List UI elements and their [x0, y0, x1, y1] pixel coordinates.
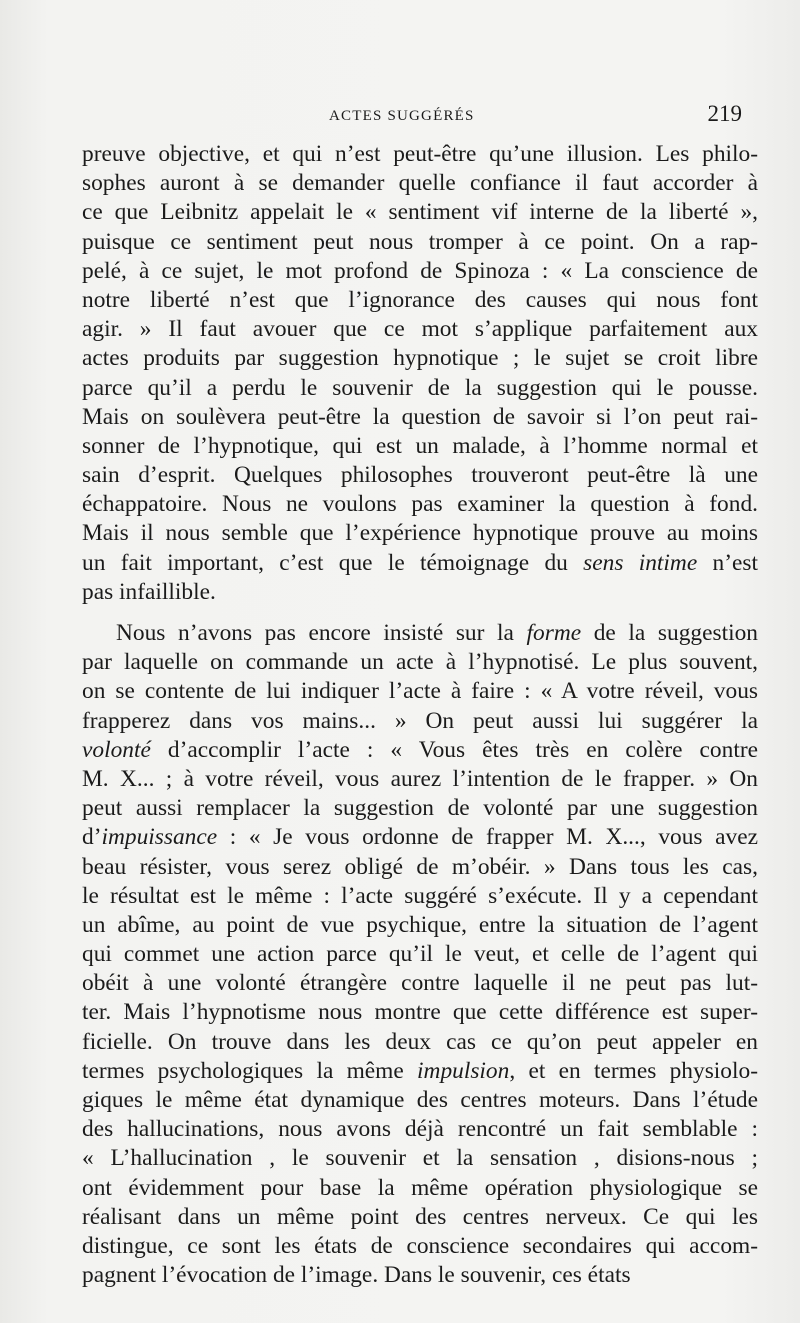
italic-text: impuissance — [101, 824, 218, 851]
text-segment: ter. Mais l’hypnotisme nous montre que cette différence est super- — [82, 999, 758, 1026]
text-line — [82, 1115, 758, 1144]
text-segment: le résultat est le même : l’acte suggéré s’exécute. Il y a cependant — [82, 882, 758, 909]
text-line — [82, 911, 758, 940]
text-line — [82, 882, 758, 911]
text-line — [82, 1144, 758, 1173]
body-text — [82, 140, 758, 1290]
text-segment: ficielle. On trouve dans les deux cas ce qu’on peut appeler en — [82, 1028, 758, 1055]
text-segment: preuve objective, et qui n’est peut-être qu’une illusion. Les philo- — [82, 141, 758, 167]
text-line — [82, 677, 758, 706]
text-line — [82, 315, 758, 344]
text-segment: un abîme, au point de vue psychique, entre la situation de l’agent — [82, 911, 758, 938]
text-line — [82, 1057, 758, 1086]
text-line — [82, 169, 758, 198]
text-line — [82, 853, 758, 882]
text-segment: Nous n’avons pas encore insisté sur la — [116, 620, 527, 646]
text-segment: termes psychologiques la même — [82, 1057, 418, 1084]
text-line — [82, 461, 758, 490]
running-head: ACTES SUGGÉRÉS — [329, 108, 475, 124]
text-segment: : « Je vous ordonne de frapper M. X..., vous avez — [217, 824, 758, 851]
text-segment: on se contente de lui indiquer l’acte à faire : « A votre réveil, vous — [82, 678, 758, 705]
text-segment: beau résister, vous serez obligé de m’obéir. » Dans tous les cas, — [82, 853, 758, 880]
text-line — [82, 374, 758, 403]
text-segment: un fait important, c’est que le témoignage du — [82, 549, 584, 576]
text-segment: M. X... ; à votre réveil, vous aurez l’intention de le frapper. » On — [82, 765, 758, 792]
text-segment: n’est — [697, 549, 758, 576]
text-line — [82, 432, 758, 461]
page-header — [82, 101, 742, 132]
text-segment: obéit à une volonté étrangère contre laquelle il ne peut pas lut- — [82, 970, 758, 997]
text-line — [82, 1203, 758, 1232]
text-line — [82, 707, 758, 736]
text-line — [82, 257, 758, 286]
text-segment: Mais il nous semble que l’expérience hypnotique prouve au moins — [82, 520, 758, 547]
text-line — [82, 619, 758, 648]
text-line — [82, 140, 758, 169]
text-segment: pas infaillible. — [82, 578, 216, 605]
text-line — [82, 736, 758, 765]
text-segment: giques le même état dynamique des centres moteurs. Dans l’étude — [82, 1087, 758, 1113]
text-segment: des hallucinations, nous avons déjà rencontré un fait semblable : — [82, 1116, 758, 1143]
text-segment: , et en termes physiolo- — [509, 1057, 758, 1084]
text-segment: sain d’esprit. Quelques philosophes trouveront peut-être là une — [82, 462, 758, 489]
text-segment: ce que Leibnitz appelait le « sentiment vif interne de la liberté », — [82, 199, 758, 226]
text-segment: échappatoire. Nous ne voulons pas examiner la question à fond. — [82, 491, 758, 518]
text-segment: Mais on soulèvera peut-être la question de savoir si l’on peut rai- — [82, 403, 758, 430]
text-line — [82, 578, 758, 607]
text-line — [82, 794, 758, 823]
text-segment: peut aussi remplacer la suggestion de volonté par une suggestion — [82, 795, 758, 822]
text-segment: qui commet une action parce qu’il le veut, et celle de l’agent qui — [82, 941, 758, 968]
text-segment: d’ — [82, 824, 102, 851]
text-line — [82, 648, 758, 677]
text-segment: distingue, ce sont les états de conscience secondaires qui accom- — [82, 1232, 758, 1259]
text-line — [82, 344, 758, 373]
text-line — [82, 286, 758, 315]
page-number: 219 — [707, 101, 742, 126]
text-segment: pelé, à ce sujet, le mot profond de Spinoza : « La conscience de — [82, 257, 758, 284]
italic-text: sens intime — [583, 549, 698, 576]
text-line — [82, 998, 758, 1027]
text-line — [82, 1174, 758, 1203]
italic-text: volonté — [82, 736, 151, 763]
text-line — [82, 765, 758, 794]
text-line — [82, 490, 758, 519]
text-segment: réalisant dans un même point des centres nerveux. Ce qui les — [82, 1203, 758, 1230]
text-line — [82, 823, 758, 852]
text-segment: ont évidemment pour base la même opération physiologique se — [82, 1174, 758, 1201]
text-line — [82, 969, 758, 998]
text-segment: de la suggestion — [581, 620, 758, 646]
text-line — [82, 1086, 758, 1115]
italic-text: impulsion — [417, 1057, 510, 1084]
text-segment: notre liberté n’est que l’ignorance des causes qui nous font — [82, 286, 758, 313]
text-segment: par laquelle on commande un acte à l’hypnotisé. Le plus souvent, — [82, 649, 758, 676]
text-segment: parce qu’il a perdu le souvenir de la suggestion qui le pousse. — [82, 374, 758, 401]
text-line — [82, 549, 758, 578]
text-segment: agir. » Il faut avouer que ce mot s’applique parfaitement aux — [82, 316, 758, 343]
text-segment: actes produits par suggestion hypnotique ; le sujet se croit libre — [82, 345, 758, 372]
italic-text: forme — [526, 620, 582, 646]
text-line — [82, 198, 758, 227]
text-segment: puisque ce sentiment peut nous tromper à ce point. On a rap- — [82, 228, 758, 255]
text-line — [82, 228, 758, 257]
text-segment: sophes auront à se demander quelle confiance il faut accorder à — [82, 170, 758, 197]
text-line — [82, 403, 758, 432]
text-segment: « L’hallucination , le souvenir et la sensation , disions-nous ; — [82, 1145, 758, 1172]
text-line — [82, 1261, 758, 1290]
text-segment: frapperez dans vos mains... » On peut aussi lui suggérer la — [82, 707, 758, 734]
paragraph-gap — [82, 607, 758, 619]
text-line — [82, 940, 758, 969]
text-line — [82, 519, 758, 548]
text-segment: sonner de l’hypnotique, qui est un malade, à l’homme normal et — [82, 432, 758, 459]
text-segment: d’accomplir l’acte : « Vous êtes très en colère contre — [150, 736, 758, 763]
text-line — [82, 1028, 758, 1057]
text-line — [82, 1232, 758, 1261]
text-segment: pagnent l’évocation de l’image. Dans le souvenir, ces états — [82, 1262, 631, 1289]
